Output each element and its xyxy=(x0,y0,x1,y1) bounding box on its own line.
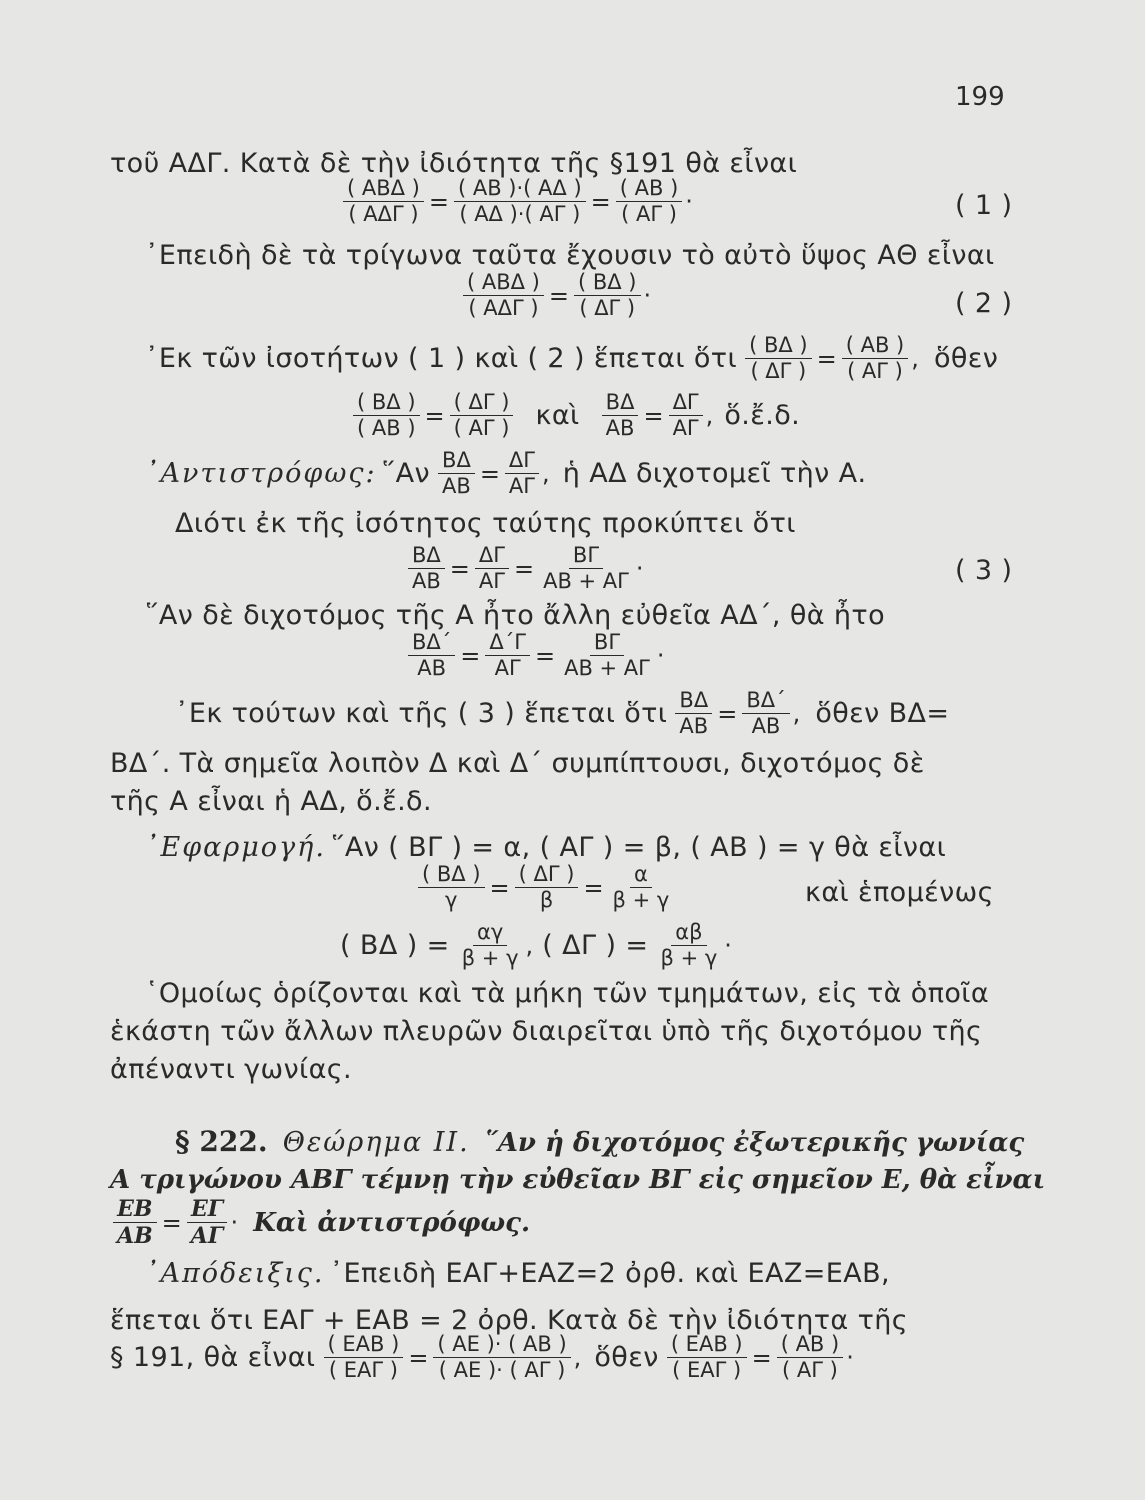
line-5: Διότι ἐκ τῆς ἰσότητος ταύτης προκύπτει ὅτι xyxy=(175,508,796,539)
formula-4: $\frac{B\Delta}{AB}$ = $\frac{\Delta\Gamma}{A\Gamma}$ = $\frac{B\Gamma}{AB + A\Gamma}$ · xyxy=(405,545,644,592)
fraction: ( ΕΑΒ ) ( ΕΑΓ ) xyxy=(667,1334,747,1381)
line-3: ᾿Εκ τῶν ἰσοτήτων ( 1 ) καὶ ( 2 ) ἕπεται ὅτι $\frac{( B\Delta )}{( \Delta\Gamma )}$ = $\frac{( AB )}{( A\Gamma )}$ , ὅθεν xyxy=(145,333,999,383)
line-10: ᾿Εφαρμογή. ῞Αν ( ΒΓ ) = α, ( ΑΓ ) = β, ( ΑΒ ) = γ θὰ εἶναι xyxy=(145,832,947,863)
fraction: $\frac{( \Delta\Gamma )}{\beta}$ xyxy=(515,864,579,911)
fraction: $\frac{B\Gamma}{AB + A\Gamma}$ xyxy=(543,543,629,593)
line-1: τοῦ ΑΔΓ. Κατὰ δὲ τὴν ἰδιότητα τῆς §191 θὰ εἶναι xyxy=(110,148,798,179)
formula-1: ( ΑΒΔ ) ( ΑΔΓ ) = $\frac{( AB )\cdot( A\Delta )}{( A\Delta )\cdot( A\Gamma )}$ = $\frac{( AB )}{( A\Gamma )}$ · xyxy=(340,178,693,225)
fraction: $\frac{B\Delta΄}{AB}$ xyxy=(408,632,455,679)
fraction: $\frac{( AB )}{( A\Gamma )}$ xyxy=(777,1334,844,1381)
formula-6: $\frac{( B\Delta )}{\gamma}$ = $\frac{( \Delta\Gamma )}{\beta}$ = $\frac{\alpha}{\beta + \gamma}$ xyxy=(415,864,676,911)
page-number: 199 xyxy=(955,82,1005,112)
line-2: ᾿Επειδὴ δὲ τὰ τρίγωνα ταῦτα ἔχουσιν τὸ αὐτὸ ὕψος ΑΘ εἶναι xyxy=(145,240,995,271)
fraction: $\frac{\Delta\Gamma}{A\Gamma}$ xyxy=(669,392,703,439)
line-7: ᾿Εκ τούτων καὶ τῆς ( 3 ) ἕπεται ὅτι $\frac{B\Delta}{AB}$ = $\frac{B\Delta΄}{AB}$ , ὅθεν ΒΔ= xyxy=(175,688,950,738)
fraction: $\frac{( B\Delta )}{( \Delta\Gamma )}$ xyxy=(574,272,641,319)
fraction: $\frac{( \Delta\Gamma )}{( A\Gamma )}$ xyxy=(450,392,514,439)
line-9: τῆς Α εἶναι ἡ ΑΔ, ὅ.ἔ.δ. xyxy=(110,786,432,817)
fraction: ( ΑΒΔ ) ( ΑΔΓ ) xyxy=(463,272,544,319)
proof-line-3: § 191, θὰ εἶναι ( ΕΑΒ ) ( ΕΑΓ ) = $\frac{( AE )\cdot ( AB )}{( AE )\cdot ( A\Gamma )}$ , ὅθεν ( ΕΑΒ ) ( ΕΑΓ ) = $\frac{( AB )}{( A\Gamma )}$ · xyxy=(110,1332,854,1382)
equation-tag-2: ( 2 ) xyxy=(955,288,1013,319)
section-number: § 222. xyxy=(175,1125,268,1158)
theorem-label: Θεώρημα II. xyxy=(282,1127,470,1158)
fraction: $\frac{( AB )}{( A\Gamma )}$ xyxy=(842,335,909,382)
fraction: $\frac{\Delta\Gamma}{A\Gamma}$ xyxy=(475,545,509,592)
fraction: $\frac{B\Delta}{AB}$ xyxy=(602,392,639,439)
fraction: $\frac{( B\Delta )}{( \Delta\Gamma )}$ xyxy=(745,335,812,382)
fraction: $\frac{( AE )\cdot ( AB )}{( AE )\cdot ( A\Gamma )}$ xyxy=(433,1334,570,1381)
proof-line-1: ᾿Απόδειξις. ᾿Επειδὴ ΕΑΓ+ΕΑΖ=2 ὀρθ. καὶ ΕΑΖ=ΕΑΒ, xyxy=(145,1258,891,1289)
formula-5: $\frac{B\Delta΄}{AB}$ = $\frac{\Delta΄\Gamma}{A\Gamma}$ = $\frac{B\Gamma}{AB + A\Gamma}$ · xyxy=(405,632,665,679)
fraction: $\frac{B\Delta}{AB}$ xyxy=(408,545,445,592)
fraction: $\frac{\Delta\Gamma}{A\Gamma}$ xyxy=(505,450,539,497)
line-8: ΒΔ΄. Τὰ σημεῖα λοιπὸν Δ καὶ Δ΄ συμπίπτουσι, διχοτόμος δὲ xyxy=(110,748,925,779)
equation-tag-3: ( 3 ) xyxy=(955,555,1013,586)
fraction: $\frac{\alpha\beta}{\beta + \gamma}$ xyxy=(660,920,718,970)
line-12: ἑκάστη τῶν ἄλλων πλευρῶν διαιρεῖται ὑπὸ τῆς διχοτόμου τῆς xyxy=(110,1016,983,1047)
fraction: ( ΑΒΔ ) ( ΑΔΓ ) xyxy=(343,178,424,225)
fraction: $\frac{B\Gamma}{AB + A\Gamma}$ xyxy=(564,630,650,680)
fraction: $\frac{( AB )\cdot( A\Delta )}{( A\Delta )\cdot( A\Gamma )}$ xyxy=(454,178,586,225)
fraction: $\frac{( AB )}{( A\Gamma )}$ xyxy=(616,178,683,225)
line-10b: καὶ ἑπομένως xyxy=(805,877,994,908)
fraction: ( ΕΑΒ ) ( ΕΑΓ ) xyxy=(324,1334,404,1381)
line-4: ᾿Αντιστρόφως: ῞Αν $\frac{B\Delta}{AB}$ = $\frac{\Delta\Gamma}{A\Gamma}$ , ἡ ΑΔ διχοτομεῖ τὴν Α. xyxy=(145,448,867,498)
fraction: $\frac{\alpha\gamma}{\beta + \gamma}$ xyxy=(461,920,519,970)
formula-7: ( ΒΔ ) = $\frac{\alpha\gamma}{\beta + \gamma}$ , ( ΔΓ ) = $\frac{\alpha\beta}{\beta + \gamma}$ · xyxy=(340,920,732,970)
equation-tag-1: ( 1 ) xyxy=(955,190,1013,221)
fraction: $\frac{B\Delta}{AB}$ xyxy=(438,450,475,497)
theorem-line-3: $\frac{EB}{AB}$ = $\frac{E\Gamma}{A\Gamma}$ · Καὶ ἀντιστρόφως. xyxy=(110,1198,530,1247)
fraction: $\frac{B\Delta}{AB}$ xyxy=(675,690,712,737)
fraction: $\frac{\alpha}{\beta + \gamma}$ xyxy=(612,862,670,912)
formula-3: $\frac{( B\Delta )}{( AB )}$ = $\frac{( \Delta\Gamma )}{( A\Gamma )}$ καὶ $\frac{B\Delta}{AB}$ = $\frac{\Delta\Gamma}{A\Gamma}$ , ὅ.ἔ.δ. xyxy=(350,392,800,439)
line-13: ἀπέναντι γωνίας. xyxy=(110,1054,353,1085)
proof-line-2: ἕπεται ὅτι ΕΑΓ + ΕΑΒ = 2 ὀρθ. Κατὰ δὲ τὴν ἰδιότητα τῆς xyxy=(110,1305,909,1336)
theorem-heading: § 222. Θεώρημα II. ῞Αν ἡ διχοτόμος ἐξωτερικῆς γωνίας xyxy=(175,1125,1025,1158)
formula-2: ( ΑΒΔ ) ( ΑΔΓ ) = $\frac{( B\Delta )}{( \Delta\Gamma )}$ · xyxy=(460,272,651,319)
fraction: $\frac{\Delta΄\Gamma}{A\Gamma}$ xyxy=(485,632,530,679)
fraction: $\frac{E\Gamma}{A\Gamma}$ xyxy=(187,1198,228,1247)
line-11: ῾Ομοίως ὁρίζονται καὶ τὰ μήκη τῶν τμημάτων, εἰς τὰ ὁποῖα xyxy=(145,978,990,1009)
line-6: ῞Αν δὲ διχοτόμος τῆς Α ἦτο ἄλλη εὐθεῖα ΑΔ΄, θὰ ἦτο xyxy=(145,600,886,631)
fraction: $\frac{EB}{AB}$ xyxy=(113,1198,157,1247)
fraction: $\frac{B\Delta΄}{AB}$ xyxy=(742,690,789,737)
fraction: $\frac{( B\Delta )}{( AB )}$ xyxy=(353,392,420,439)
theorem-line-2: Α τριγώνου ΑΒΓ τέμνῃ τὴν εὐθεῖαν ΒΓ εἰς σημεῖον Ε, θὰ εἶναι xyxy=(110,1165,1046,1195)
fraction: $\frac{( B\Delta )}{\gamma}$ xyxy=(418,864,485,911)
